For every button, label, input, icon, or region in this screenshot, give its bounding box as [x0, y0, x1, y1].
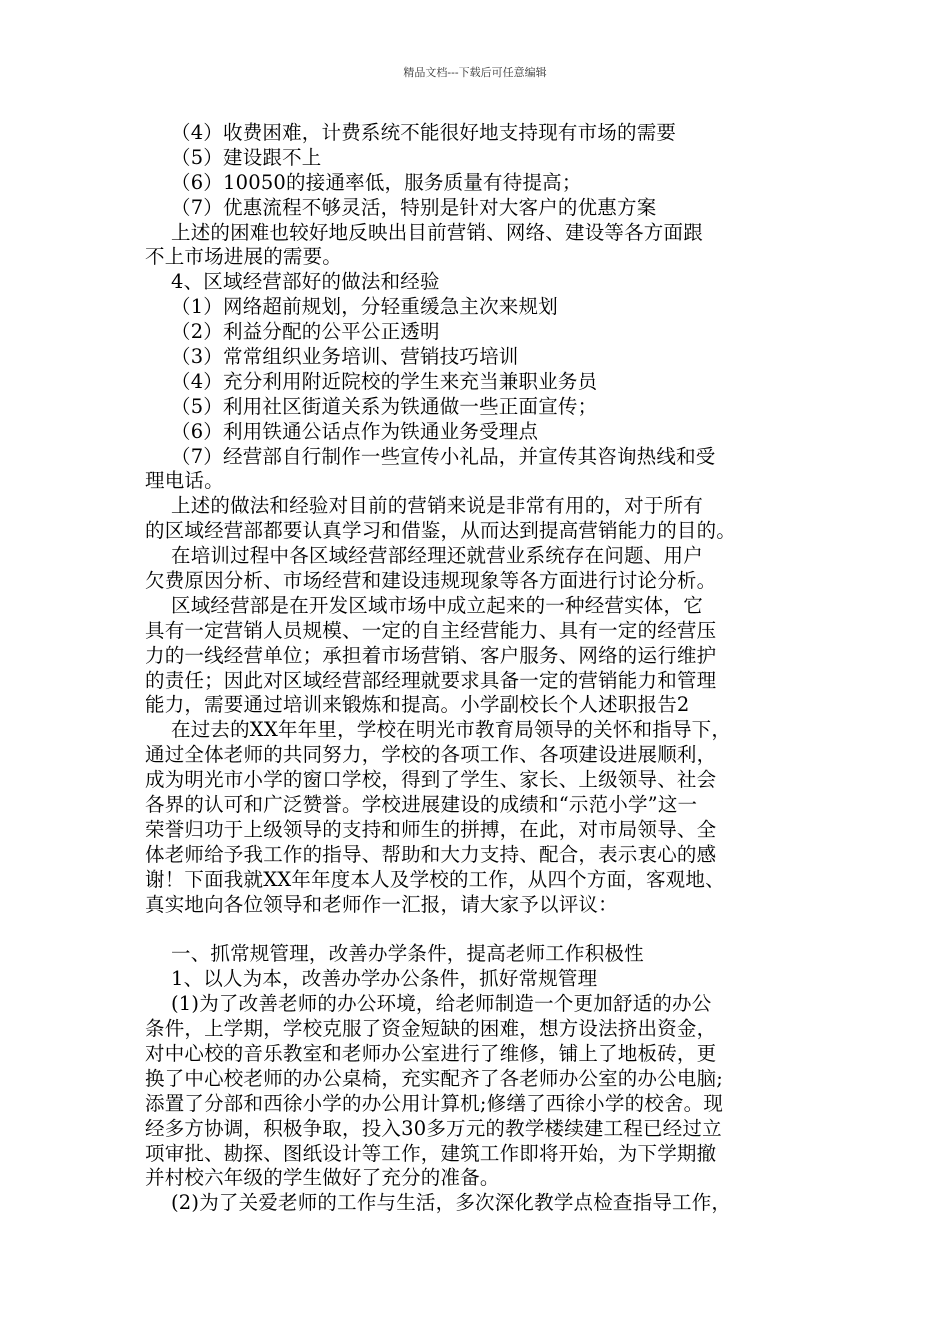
paragraph-line: (1)为了改善老师的办公环境，给老师制造一个更加舒适的办公 — [171, 992, 712, 1016]
paragraph-line: (2)为了关爱老师的工作与生活，多次深化教学点检查指导工作， — [171, 1191, 732, 1215]
paragraph-line: 上述的做法和经验对目前的营销来说是非常有用的，对于所有 — [171, 494, 703, 518]
paragraph-line: 谢！下面我就XX年年度本人及学校的工作，从四个方面，客观地、 — [145, 867, 725, 891]
paragraph-line: 经多方协调，积极争取，投入30多万元的教学楼续建工程已经过立 — [145, 1116, 722, 1140]
paragraph-line: （4）收费困难，计费系统不能很好地支持现有市场的需要 — [171, 121, 677, 144]
paragraph-line: （4）充分利用附近院校的学生来充当兼职业务员 — [171, 369, 598, 393]
paragraph-line: 能力，需要通过培训来锻炼和提高。小学副校长个人述职报告2 — [145, 693, 690, 717]
paragraph-line: 各界的认可和广泛赞誉。学校进展建设的成绩和“示范小学”这一 — [145, 793, 698, 817]
document-body — [145, 121, 815, 1216]
paragraph-line: 换了中心校老师的办公桌椅，充实配齐了各老师办公室的办公电脑; — [145, 1066, 724, 1090]
paragraph-line: 区域经营部是在开发区域市场中成立起来的一种经营实体，它 — [171, 593, 703, 617]
paragraph-line: 具有一定营销人员规模、一定的自主经营能力、具有一定的经营压 — [145, 618, 717, 642]
paragraph-line: （6）10050的接通率低，服务质量有待提高； — [171, 170, 582, 194]
paragraph-line: 对中心校的音乐教室和老师办公室进行了维修，铺上了地板砖，更 — [145, 1041, 717, 1065]
paragraph-line: （5）建设跟不上 — [171, 145, 322, 169]
paragraph-line: 1、以人为本，改善办学办公条件，抓好常规管理 — [171, 967, 598, 991]
paragraph-line: （3）常常组织业务培训、营销技巧培训 — [171, 345, 519, 369]
paragraph-line: 荣誉归功于上级领导的支持和师生的拼搏，在此，对市局领导、全 — [145, 817, 717, 841]
paragraph-line: 在过去的XX年年里，学校在明光市教育局领导的关怀和指导下， — [171, 718, 732, 742]
paragraph-line: （5）利用社区街道关系为铁通做一些正面宣传； — [171, 394, 598, 418]
paragraph-line: 理电话。 — [145, 469, 224, 493]
paragraph-line: 真实地向各位领导和老师作一汇报，请大家予以评议： — [145, 892, 618, 916]
paragraph-line: （1）网络超前规划，分轻重缓急主次来规划 — [171, 295, 558, 319]
paragraph-line: 不上市场进展的需要。 — [145, 245, 343, 269]
paragraph-line: 4、区域经营部好的做法和经验 — [171, 270, 440, 294]
paragraph-line: 成为明光市小学的窗口学校，得到了学生、家长、上级领导、社会 — [145, 768, 717, 792]
paragraph-line: （7）优惠流程不够灵活，特别是针对大客户的优惠方案 — [171, 195, 657, 219]
paragraph-line: 欠费原因分析、市场经营和建设违规现象等各方面进行讨论分析。 — [145, 569, 717, 593]
paragraph-line: 的责任；因此对区域经营部经理就要求具备一定的营销能力和管理 — [145, 668, 717, 692]
paragraph-line: （7）经营部自行制作一些宣传小礼品，并宣传其咨询热线和受 — [171, 444, 716, 468]
paragraph-line: 的区域经营部都要认真学习和借鉴，从而达到提高营销能力的目的。 — [145, 519, 737, 543]
paragraph-line: 上述的困难也较好地反映出目前营销、网络、建设等各方面跟 — [171, 220, 703, 244]
page-header: 精品文档---下载后可任意编辑 — [403, 66, 547, 79]
paragraph-line: 项审批、勘探、图纸设计等工作，建筑工作即将开始，为下学期撤 — [145, 1141, 717, 1165]
paragraph-line: 并村校六年级的学生做好了充分的准备。 — [145, 1166, 500, 1190]
paragraph-line: 体老师给予我工作的指导、帮助和大力支持、配合，表示衷心的感 — [145, 842, 717, 866]
paragraph-line: （6）利用铁通公话点作为铁通业务受理点 — [171, 419, 539, 443]
paragraph-line: 添置了分部和西徐小学的办公用计算机;修缮了西徐小学的校舍。现 — [145, 1091, 724, 1115]
paragraph-line: 条件，上学期，学校克服了资金短缺的困难，想方设法挤出资金， — [145, 1017, 717, 1041]
paragraph-line: 通过全体老师的共同努力，学校的各项工作、各项建设进展顺利， — [145, 743, 717, 767]
paragraph-line — [145, 918, 815, 943]
paragraph-line: （2）利益分配的公平公正透明 — [171, 320, 440, 344]
paragraph-line: 在培训过程中各区域经营部经理还就营业系统存在问题、用户 — [171, 544, 703, 568]
paragraph-line: 力的一线经营单位；承担着市场营销、客户服务、网络的运行维护 — [145, 643, 717, 667]
paragraph-line: 一、抓常规管理，改善办学条件，提高老师工作积极性 — [171, 942, 644, 966]
